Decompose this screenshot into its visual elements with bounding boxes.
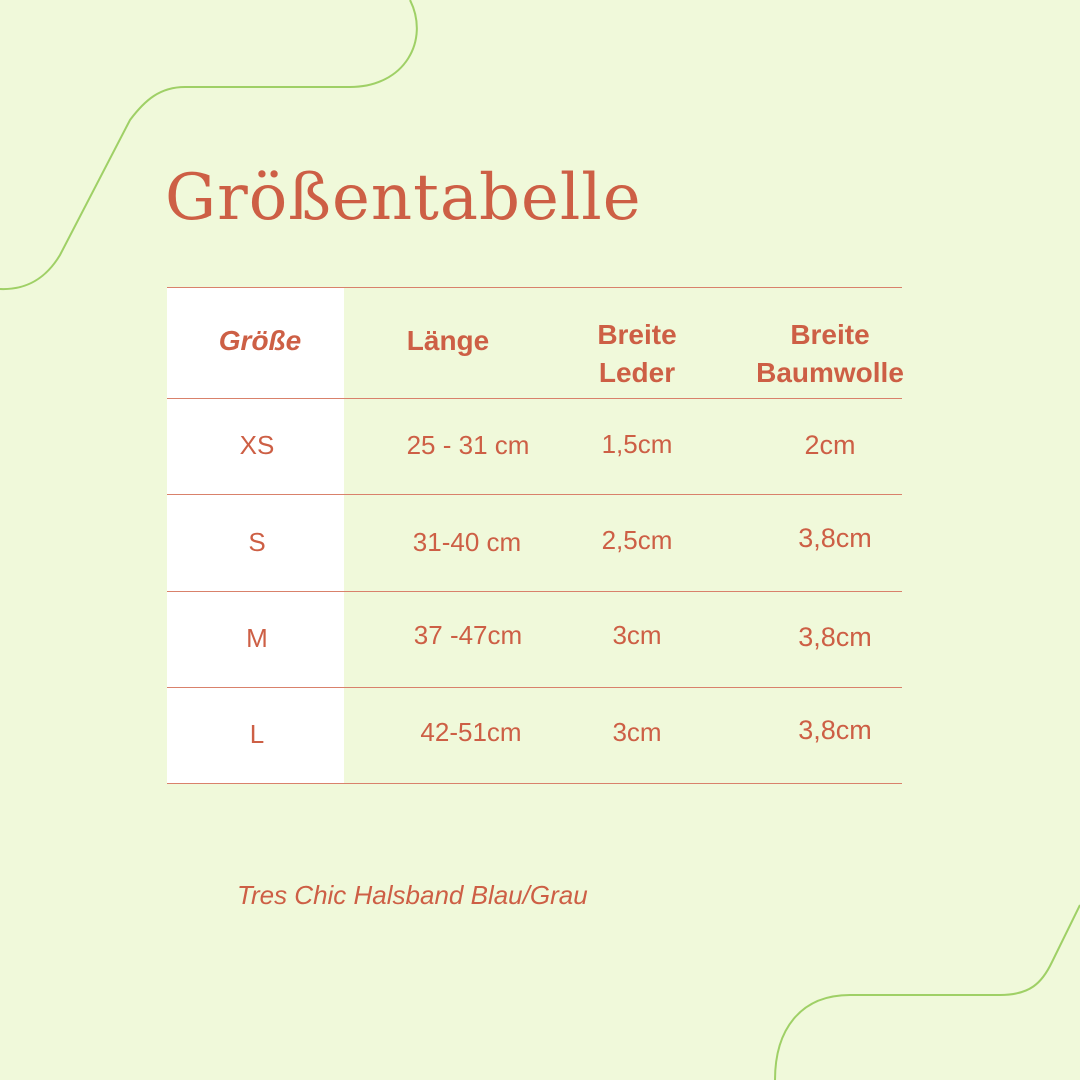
- header-width-cotton-line-1: Breite: [790, 319, 870, 350]
- table-divider: [167, 494, 902, 495]
- header-size: Größe: [218, 325, 302, 356]
- table-cell-width-cotton: 3,8cm: [798, 715, 872, 745]
- table-divider: [167, 591, 902, 592]
- header-width-leather-line-1: Breite: [597, 319, 677, 350]
- header-width-leather-line-2: Leder: [598, 357, 676, 388]
- header-width-cotton: [735, 316, 925, 392]
- table-cell-width-cotton: 2cm: [804, 430, 856, 460]
- table-cell-width-leather: 2,5cm: [601, 525, 673, 555]
- table-cell-length: 25 - 31 cm: [406, 430, 530, 460]
- table-cell-length: 42-51cm: [420, 717, 522, 747]
- table-cell-size: M: [246, 623, 268, 653]
- table-cell-size: XS: [239, 430, 275, 460]
- top-left-curve: [0, 0, 417, 289]
- header-width-leather: [560, 316, 714, 392]
- bottom-right-curve: [775, 905, 1080, 1080]
- table-cell-length: 31-40 cm: [412, 527, 522, 557]
- header-length: Länge: [406, 325, 490, 356]
- table-cell-width-cotton: 3,8cm: [798, 523, 872, 553]
- table-divider: [167, 783, 902, 784]
- page-title: Größentabelle: [165, 161, 642, 235]
- table-divider: [167, 687, 902, 688]
- table-divider: [167, 287, 902, 288]
- table-cell-length: 37 -47cm: [413, 620, 523, 650]
- table-cell-width-leather: 3cm: [612, 620, 662, 650]
- size-table: [167, 287, 902, 784]
- table-cell-width-cotton: 3,8cm: [798, 622, 872, 652]
- table-divider: [167, 398, 902, 399]
- header-width-cotton-line-2: Baumwolle: [756, 357, 904, 388]
- table-cell-size: L: [249, 719, 265, 749]
- product-caption: Tres Chic Halsband Blau/Grau: [237, 880, 588, 910]
- table-cell-width-leather: 3cm: [612, 717, 662, 747]
- table-cell-width-leather: 1,5cm: [601, 429, 673, 459]
- table-cell-size: S: [248, 527, 266, 557]
